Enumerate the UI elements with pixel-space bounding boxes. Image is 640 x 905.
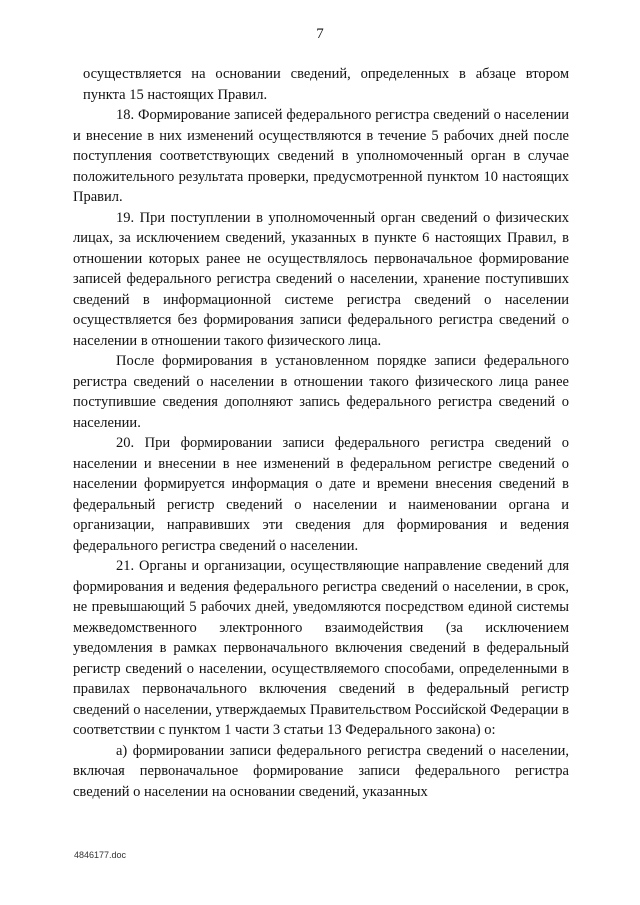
document-body: [73, 64, 569, 802]
paragraph-item-18: 18. Формирование записей федерального регистра сведений о населении и внесение в них изменений осуществляются в течение 5 рабочих дней после поступления соответствующих сведений в уполномоченный орган в случае положительного результата проверки, предусмотренной пунктом 10 настоящих Правил.: [73, 107, 569, 205]
page-number: 7: [316, 26, 324, 42]
paragraph-item-21-a: а) формировании записи федерального регистра сведений о населении, включая первоначальное формирование записи федерального регистра сведений о населении на основании сведений, указанных: [73, 742, 569, 800]
paragraph-item-19: 19. При поступлении в уполномоченный орган сведений о физических лицах, за исключением сведений, указанных в пункте 6 настоящих Правил, в отношении которых ранее не осуществлялось первоначальное формирование записей федерального регистра сведений о населении, хранение поступивших сведений в информационной системе регистра сведений о населении осуществляется без формирования записи федерального регистра сведений о населении в отношении такого физического лица.: [73, 209, 569, 349]
paragraph-item-20: 20. При формировании записи федерального регистра сведений о населении и внесении в нее изменений в федеральном регистре сведений о населении формируется информация о дате и времени внесения сведений в федеральный регистр сведений о населении и наименовании органа и организации, направивших эти сведения для формирования и ведения федерального регистра сведений о населении.: [73, 435, 569, 554]
paragraph-continuation: осуществляется на основании сведений, определенных в абзаце втором пункта 15 настоящих Правил.: [83, 66, 569, 103]
paragraph-item-21: 21. Органы и организации, осуществляющие направление сведений для формирования и ведения федерального регистра сведений о населении, в срок, не превышающий 5 рабочих дней, уведомляются посредством единой системы межведомственного электронного взаимодействия (за исключением уведомления в рамках первоначального включения сведений в федеральный регистр сведений о населении, осуществляемого способами, определенными в правилах первоначального включения сведений в федеральный регистр сведений о населении, утверждаемых Правительством Российской Федерации в соответствии с пунктом 1 части 3 статьи 13 Федерального закона) о:: [73, 558, 569, 738]
footer-file-name: 4846177.doc: [74, 850, 127, 860]
paragraph-item-19-continued: После формирования в установленном порядке записи федерального регистра сведений о населении в отношении такого физического лица ранее поступившие сведения дополняют запись федерального регистра сведений о населении.: [73, 353, 569, 431]
